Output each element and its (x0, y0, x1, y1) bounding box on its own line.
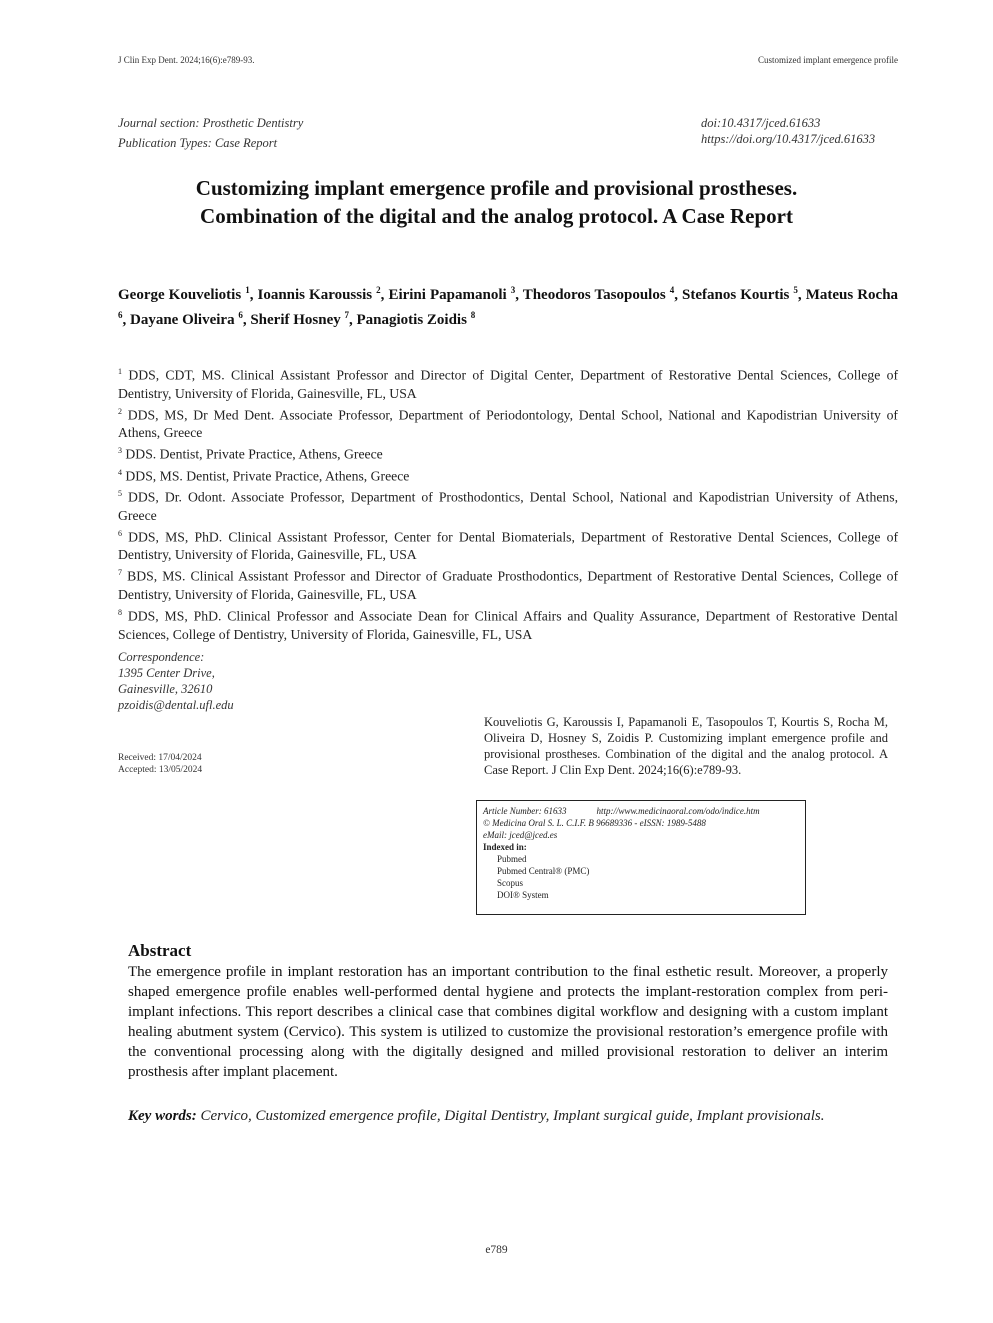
indexed-item: DOI® System (497, 890, 549, 900)
affiliation-text: DDS. Dentist, Private Practice, Athens, Greece (125, 446, 383, 462)
author-name: Stefanos Kourtis (682, 287, 790, 303)
journal-url[interactable]: http://www.medicinaoral.com/odo/indice.htm (596, 806, 760, 816)
citation-text: Kouveliotis G, Karoussis I, Papamanoli E, Tasopoulos T, Kourtis S, Rocha M, Oliveira D, Hosney S, Zoidis P. Customizing implant emergence profile and provisional prostheses. Combination of the digital and the analog protocol. A Case Report. J Clin Exp Dent. 2024;16(6):e789-93. (484, 715, 888, 777)
affiliation-text: DDS, CDT, MS. Clinical Assistant Professor and Director of Digital Center, Department of Restorative Dental Sciences, College of Dentistry, University of Florida, Gainesville, FL, USA (118, 367, 899, 401)
author-name: Mateus Rocha (805, 287, 899, 303)
article-number: Article Number: 61633 (483, 806, 567, 816)
author-separator: , (249, 287, 258, 303)
affiliation-item (118, 604, 898, 644)
affiliation-item (118, 403, 898, 443)
article-info-box (476, 800, 806, 915)
affiliation-item (118, 464, 898, 486)
correspondence-address-2: Gainesville, 32610 (118, 682, 213, 696)
author-separator: , (122, 312, 130, 328)
affiliation-number: 2 (118, 406, 122, 416)
author-name: Panagiotis Zoidis (356, 312, 467, 328)
author-separator: , (242, 312, 251, 328)
running-header-left: J Clin Exp Dent. 2024;16(6):e789-93. (118, 55, 255, 65)
dates-block (118, 752, 202, 776)
author-separator: , (380, 287, 389, 303)
journal-email[interactable]: eMail: jced@jced.es (483, 830, 558, 840)
author-affiliation-number: 2 (376, 285, 381, 295)
affiliation-number: 8 (118, 607, 122, 617)
doi-text: doi:10.4317/jced.61633 (701, 116, 821, 130)
abstract-text: The emergence profile in implant restoration has an important contribution to the final esthetic result. Moreover, a properly shaped emergence profile enables well-performed dental hygiene and protects the implant-restoration complex from peri-implant infections. This report describes a clinical case that combines digital workflow and designing with a custom implant healing abutment system (Cervico). This system is utilized to customize the provisional restoration’s emergence profile with the conventional processing along with the digitally designed and milled provisional restoration to deliver an interim prosthesis after implant placement. (128, 964, 888, 1080)
affiliation-text: DDS, Dr. Odont. Associate Professor, Department of Prosthodontics, Dental School, National and Kapodistrian University of Athens, Greece (118, 489, 898, 523)
author-separator: , (349, 312, 357, 328)
affiliation-item (118, 485, 898, 525)
affiliation-number: 4 (118, 467, 122, 477)
indexed-item: Scopus (497, 878, 524, 888)
journal-section: Journal section: Prosthetic Dentistry (118, 116, 304, 130)
author-affiliation-number: 1 (245, 285, 250, 295)
running-header-right: Customized implant emergence profile (757, 55, 898, 65)
correspondence-email[interactable]: pzoidis@dental.ufl.edu (118, 698, 234, 712)
author-affiliation-number: 8 (470, 310, 476, 320)
affiliation-item (118, 442, 898, 464)
affiliation-list (118, 363, 898, 644)
keywords-label: Key words: (128, 1108, 197, 1124)
author-name: Dayane Oliveira (130, 312, 235, 328)
title-line-2: Combination of the digital and the analog protocol. A Case Report (200, 204, 793, 228)
doi-link[interactable]: https://doi.org/10.4317/jced.61633 (701, 132, 876, 146)
author-affiliation-number: 3 (510, 285, 516, 295)
author-separator: , (674, 287, 682, 303)
author-affiliation-number: 7 (344, 310, 349, 320)
author-name: Eirini Papamanoli (388, 287, 507, 303)
affiliation-item (118, 564, 898, 604)
abstract-heading: Abstract (128, 941, 192, 960)
author-separator: , (797, 287, 806, 303)
affiliation-item (118, 363, 898, 403)
affiliation-number: 7 (118, 568, 122, 578)
indexed-item: Pubmed Central® (PMC) (497, 866, 590, 876)
author-affiliation-number: 6 (118, 310, 123, 320)
affiliation-number: 6 (118, 528, 122, 538)
doi-block (701, 115, 875, 147)
author-name: Theodoros Tasopoulos (522, 287, 666, 303)
author-separator: , (515, 287, 523, 303)
correspondence-address-1: 1395 Center Drive, (118, 666, 215, 680)
indexed-item: Pubmed (497, 854, 527, 864)
affiliation-text: BDS, MS. Clinical Assistant Professor and Director of Graduate Prosthodontics, Department of Restorative Dental Sciences, College of Dentistry, University of Florida, Gainesville, FL, USA (118, 568, 899, 602)
author-list (118, 280, 898, 330)
author-affiliation-number: 4 (669, 285, 675, 295)
received-date: Received: 17/04/2024 (118, 753, 202, 763)
indexed-label: Indexed in: (483, 842, 527, 852)
correspondence-block (118, 649, 234, 713)
publication-type: Publication Types: Case Report (118, 136, 278, 150)
affiliation-item (118, 525, 898, 565)
journal-meta (118, 113, 303, 153)
keywords-text: Cervico, Customized emergence profile, Digital Dentistry, Implant surgical guide, Implant provisionals. (196, 1108, 825, 1124)
page-number: e789 (485, 1244, 508, 1256)
copyright-line: © Medicina Oral S. L. C.I.F. B 96689336 - eISSN: 1989-5488 (483, 818, 706, 828)
affiliation-number: 3 (118, 446, 122, 456)
author-affiliation-number: 5 (793, 285, 798, 295)
affiliation-text: DDS, MS. Dentist, Private Practice, Athens, Greece (125, 468, 410, 484)
affiliation-text: DDS, MS, PhD. Clinical Professor and Associate Dean for Clinical Affairs and Quality Assurance, Department of Restorative Dental Sciences, College of Dentistry, University of Florida, Gainesville, FL, USA (118, 608, 898, 642)
article-title (100, 174, 893, 230)
affiliation-number: 1 (118, 367, 122, 376)
affiliation-text: DDS, MS, Dr Med Dent. Associate Professor, Department of Periodontology, Dental School, National and Kapodistrian University of Athens, Greece (118, 407, 898, 441)
title-line-1: Customizing implant emergence profile and provisional prostheses. (195, 176, 798, 200)
author-name: Ioannis Karoussis (257, 287, 373, 303)
accepted-date: Accepted: 13/05/2024 (118, 765, 203, 775)
author-affiliation-number: 6 (238, 310, 243, 320)
correspondence-label: Correspondence: (118, 650, 205, 664)
author-name: George Kouveliotis (118, 287, 242, 303)
affiliation-number: 5 (118, 489, 122, 499)
keywords (128, 1106, 898, 1126)
affiliation-text: DDS, MS, PhD. Clinical Assistant Professor, Center for Dental Biomaterials, Department of Restorative Dental Sciences, College of Dentistry, University of Florida, Gainesville, FL, USA (118, 529, 899, 563)
author-name: Sherif Hosney (250, 312, 341, 328)
